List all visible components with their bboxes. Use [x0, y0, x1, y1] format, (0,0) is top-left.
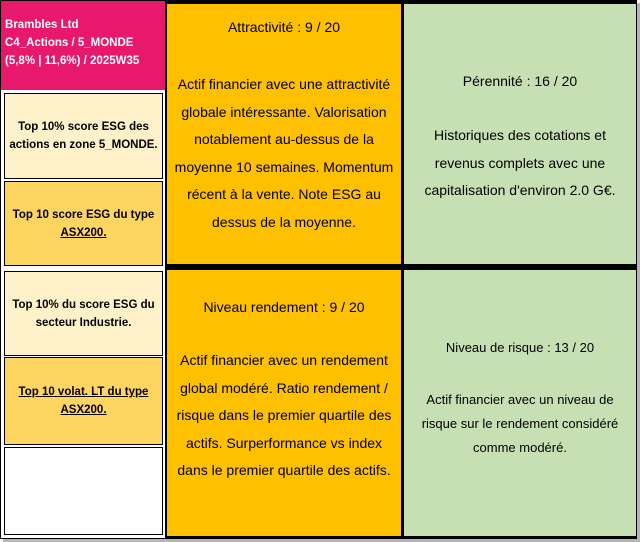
panel-perennite-body: Historiques des cotations et revenus complets avec une capitalisation d'environ 2.0 G€.	[424, 127, 616, 198]
asset-stats: (5,8% | 11,6%) / 2025W35	[5, 55, 140, 67]
badge-esg-sector	[4, 271, 163, 356]
panel-rendement-title: Niveau rendement : 9 / 20	[203, 299, 365, 315]
badge-esg-zone-text: Top 10% score ESG des actions en zone 5_MONDE.	[9, 121, 158, 151]
panel-risque	[404, 270, 636, 536]
asset-header	[1, 1, 166, 90]
badge-volatility-value: ASX200.	[60, 404, 107, 416]
panel-attractivite-title: Attractivité : 9 / 20	[227, 19, 341, 35]
panel-perennite	[404, 4, 636, 264]
panel-attractivite	[167, 4, 401, 264]
empty-cell	[4, 447, 163, 535]
panel-attractivite-body: Actif financier avec une attractivité globale intéressante. Valorisation notablement au-dessus de la moyenne 10 semaines. Momentum récent à la vente. Note ESG au dessus de la moyenne.	[174, 76, 394, 230]
badge-esg-type-value: ASX200.	[60, 226, 107, 239]
panel-risque-body: Actif financier avec un niveau de risque sur le rendement considéré comme modéré.	[421, 392, 619, 455]
badge-volatility-text: Top 10 volat. LT du type	[18, 386, 149, 398]
badge-esg-type-text: Top 10 score ESG du type	[12, 208, 155, 221]
panel-rendement-body: Actif financier avec un rendement global modéré. Ratio rendement / risque dans le premier quartile des actifs. Surperformance vs index dans le premier quartile des actifs.	[176, 352, 392, 478]
badge-esg-type	[4, 181, 163, 266]
company-name: Brambles Ltd	[5, 19, 79, 31]
badge-volatility	[4, 357, 163, 445]
badge-esg-sector-text: Top 10% du score ESG du secteur Industrie.	[12, 298, 155, 329]
panel-risque-title: Niveau de risque : 13 / 20	[445, 340, 595, 355]
badge-esg-zone	[4, 93, 163, 179]
asset-category: C4_Actions / 5_MONDE	[5, 37, 134, 49]
panel-perennite-title: Pérennité : 16 / 20	[462, 73, 578, 89]
panel-rendement	[167, 270, 401, 536]
